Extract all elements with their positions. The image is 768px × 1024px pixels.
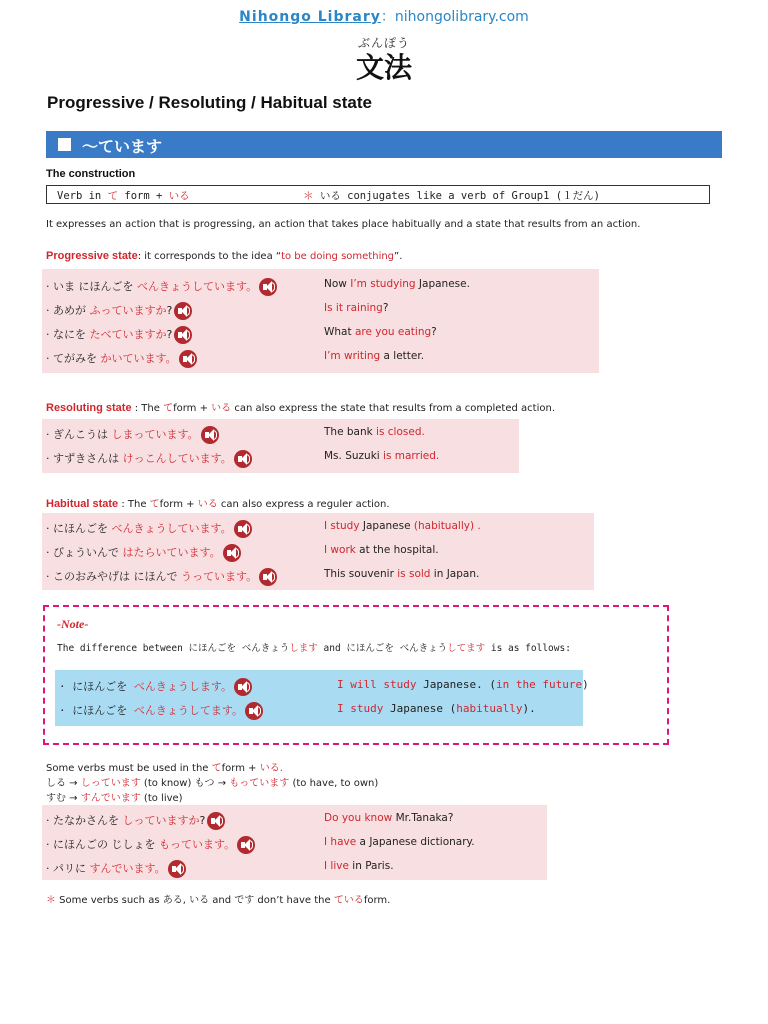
- example-row: · びょういんで はたらいています。 I work at the hospital.: [42, 539, 594, 563]
- progressive-desc: Progressive state: it corresponds to the idea “to be doing something”.: [46, 250, 403, 262]
- speaker-icon[interactable]: [234, 678, 252, 696]
- habitual-label: Habitual state: [46, 498, 119, 510]
- example-row: · なにを たべていますか? What are you eating?: [42, 321, 599, 345]
- speaker-icon[interactable]: [168, 860, 186, 878]
- speaker-icon[interactable]: [174, 302, 192, 320]
- site-header: [0, 6, 768, 26]
- note-examples: [55, 670, 589, 726]
- special-line-2: しる → しっています (to know) もつ → もっています (to have, to own): [46, 778, 379, 789]
- header-separator: ：: [380, 9, 395, 25]
- example-row: · パリに すんでいます。 I live in Paris.: [42, 855, 547, 879]
- habitual-examples: [42, 513, 594, 590]
- special-examples: [42, 805, 547, 880]
- site-url[interactable]: nihongolibrary.com: [394, 9, 529, 25]
- speaker-icon[interactable]: [234, 520, 252, 538]
- note-box: [43, 605, 669, 745]
- speaker-icon[interactable]: [201, 426, 219, 444]
- note-title: -Note-: [57, 617, 89, 631]
- example-row: · にほんごの じしょを もっています。 I have a Japanese dictionary.: [42, 831, 547, 855]
- construction-heading: The construction: [46, 168, 136, 180]
- resoluting-label: Resoluting state: [46, 402, 132, 414]
- note-desc: The difference between にほんごを べんきょうします and にほんごを べんきょうしてます is as follows:: [57, 643, 571, 654]
- construction-box: [46, 185, 710, 204]
- construction-formula: Verb in て form + いる: [57, 190, 190, 202]
- special-line-3: すむ → すんでいます (to live): [46, 793, 183, 804]
- intro-text: It expresses an action that is progressing, an action that takes place habitually and a state that results from an action.: [46, 219, 641, 230]
- speaker-icon[interactable]: [174, 326, 192, 344]
- example-row: · ぎんこうは しまっています。 The bank is closed.: [42, 421, 519, 445]
- example-row: · すずきさんは けっこんしています。 Ms. Suzuki is married.: [42, 445, 519, 469]
- resoluting-desc: Resoluting state : The てform + いる can also express the state that results from a completed action.: [46, 402, 555, 414]
- example-row: · あめが ふっていますか? Is it raining?: [42, 297, 599, 321]
- speaker-icon[interactable]: [259, 278, 277, 296]
- progressive-examples: [42, 269, 599, 373]
- example-row: · いま にほんごを べんきょうしています。 Now I’m studying Japanese.: [42, 273, 599, 297]
- speaker-icon[interactable]: [234, 450, 252, 468]
- example-row: · たなかさんを しっていますか? Do you know Mr.Tanaka?: [42, 807, 547, 831]
- speaker-icon[interactable]: [207, 812, 225, 830]
- example-row: · にほんごを べんきょうしてます。 I study Japanese (habitually).: [55, 697, 583, 721]
- speaker-icon[interactable]: [237, 836, 255, 854]
- speaker-icon[interactable]: [245, 702, 263, 720]
- speaker-icon[interactable]: [223, 544, 241, 562]
- example-row: · このおみやげは にほんで うっています。 This souvenir is sold in Japan.: [42, 563, 594, 587]
- progressive-label: Progressive state: [46, 250, 138, 262]
- brand-link[interactable]: Nihongo Library: [239, 9, 381, 25]
- page-subtitle: Progressive / Resoluting / Habitual state: [47, 93, 372, 112]
- habitual-desc: Habitual state : The てform + いる can also express a reguler action.: [46, 498, 390, 510]
- page-title: 文法: [355, 51, 412, 84]
- square-bullet-icon: [58, 138, 71, 151]
- example-row: · にほんごを べんきょうしています。 I study Japanese (habitually) .: [42, 515, 594, 539]
- section-bar: [46, 131, 722, 158]
- footer-note: ＊ Some verbs such as ある, いる and です don’t have the ているform.: [46, 895, 391, 906]
- speaker-icon[interactable]: [259, 568, 277, 586]
- example-row: · てがみを かいています。 I’m writing a letter.: [42, 345, 599, 369]
- resoluting-examples: [42, 419, 519, 473]
- construction-note: ＊ いる conjugates like a verb of Group1 (１だん): [303, 190, 600, 202]
- example-row: · にほんごを べんきょうします。 I will study Japanese. (in the future): [55, 673, 583, 697]
- section-title: 〜ています: [82, 137, 163, 156]
- speaker-icon[interactable]: [179, 350, 197, 368]
- special-line-1: Some verbs must be used in the てform + いる.: [46, 763, 283, 774]
- title-ruby: ぶんぽう: [357, 36, 410, 50]
